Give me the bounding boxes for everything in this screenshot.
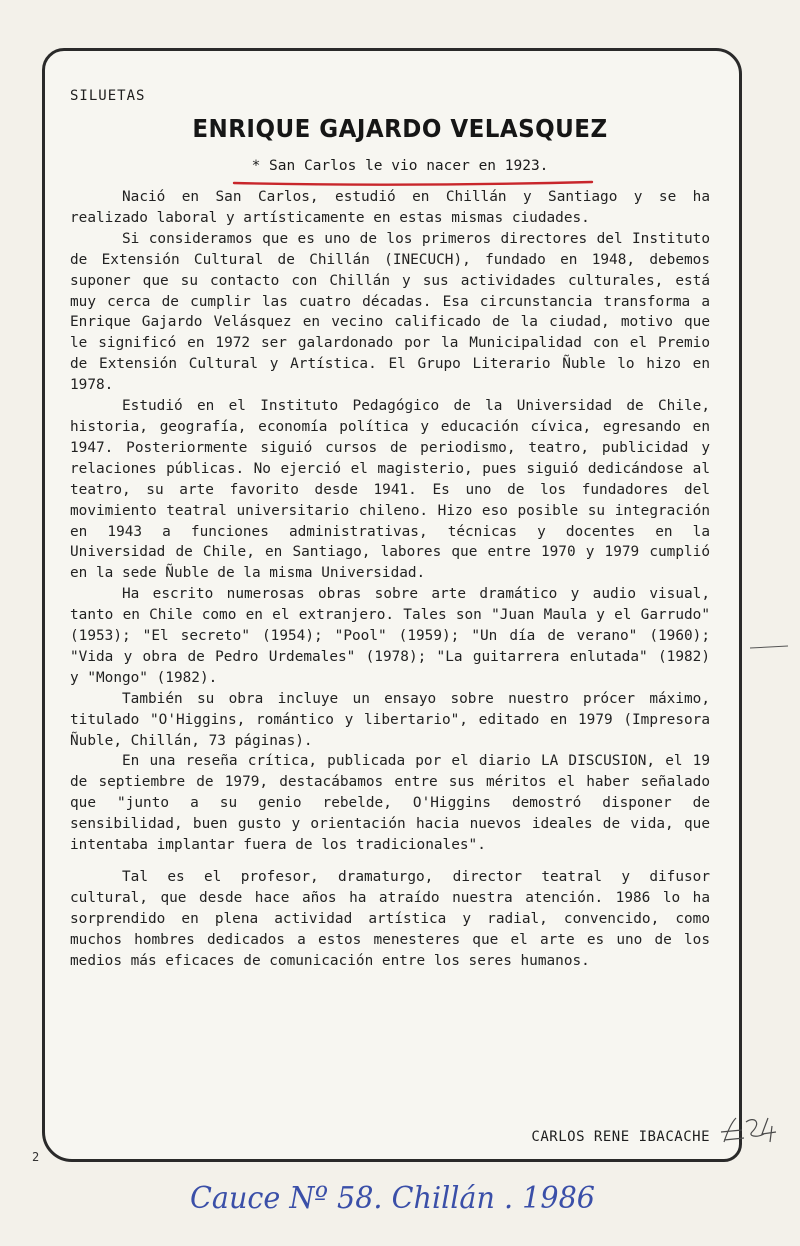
paragraph: Nació en San Carlos, estudió en Chillán y Santiago y se ha realizado laboral y artísticamente en estas mismas ciudades. (70, 189, 710, 226)
paragraph: Estudió en el Instituto Pedagógico de la Universidad de Chile, historia, geografía, economía política y educación cívica, egresando en 1947. Posteriormente siguió cursos de periodismo, teatro, publicidad y relaciones públicas. No ejerció el magisterio, pues siguió dedicándose al teatro, su arte favorito desde 1941. Es uno de los fundadores del movimiento teatral universitario chileno. Hizo eso posible su integración en 1943 a funciones administrativas, técnicas y docentes en la Universidad de Chile, en Santiago, labores que entre 1970 y 1979 cumplió en la sede Ñuble de la misma Universidad. (70, 398, 710, 582)
page-number: 2 (32, 1150, 40, 1164)
handwritten-source-text: Cauce Nº 58. Chillán . 1986 (190, 1181, 595, 1216)
paragraph: Ha escrito numerosas obras sobre arte dramático y audio visual, tanto en Chile como en el extranjero. Tales son "Juan Maula y el Garrudo" (1953); "El secreto" (1954); "Pool" (1959); "Un día de verano" (1960); "Vida y obra de Pedro Urdemales" (1978); "La guitarrera enlutada" (1982) y "Mongo" (1982). (70, 586, 710, 686)
article-body (70, 187, 710, 972)
stray-pen-mark (748, 640, 796, 654)
red-underline-stroke (234, 182, 592, 185)
red-underline (232, 180, 594, 187)
author-signature: CARLOS RENE IBACACHE (531, 1129, 710, 1145)
section-label: SILUETAS (70, 88, 146, 104)
article-subtitle: * San Carlos le vio nacer en 1923. (251, 158, 549, 174)
paragraph: Si consideramos que es uno de los primeros directores del Instituto de Extensión Cultural de Chillán (INECUCH), fundado en 1948, debemos suponer que su contacto con Chillán y sus actividades culturales, está muy cerca de cumplir las cuatro décadas. Esa circunstancia transforma a Enrique Gajardo Velásquez en vecino calificado de la ciudad, motivo que le significó en 1972 ser galardonado por la Municipalidad con el Premio de Extensión Cultural y Artística. El Grupo Literario Ñuble lo hizo en 1978. (70, 230, 710, 394)
paragraph: Tal es el profesor, dramaturgo, director teatral y difusor cultural, que desde hace años ha atraído nuestra atención. 1986 lo ha sorprendido en plena actividad artística y radial, convencido, como muchos hombres dedicados a estos menesteres que el arte es uno de los medios más eficaces de comunicación entre los seres humanos. (70, 869, 710, 969)
paragraph: En una reseña crítica, publicada por el diario LA DISCUSION, el 19 de septiembre de 1979, destacábamos entre sus méritos el haber señalado que "junto a su genio rebelde, O'Higgins demostró disponer de sensibilidad, buen gusto y orientación hacia nuevos ideales de vida, que intentaba implantar fuera de los tradicionales". (70, 753, 710, 854)
article-title: ENRIQUE GAJARDO VELASQUEZ (192, 114, 608, 143)
handwritten-corner-note (718, 1112, 778, 1150)
paragraph: También su obra incluye un ensayo sobre nuestro prócer máximo, titulado "O'Higgins, romántico y libertario", editado en 1979 (Impresora Ñuble, Chillán, 73 páginas). (70, 690, 710, 749)
handwritten-source-note (190, 1172, 600, 1220)
